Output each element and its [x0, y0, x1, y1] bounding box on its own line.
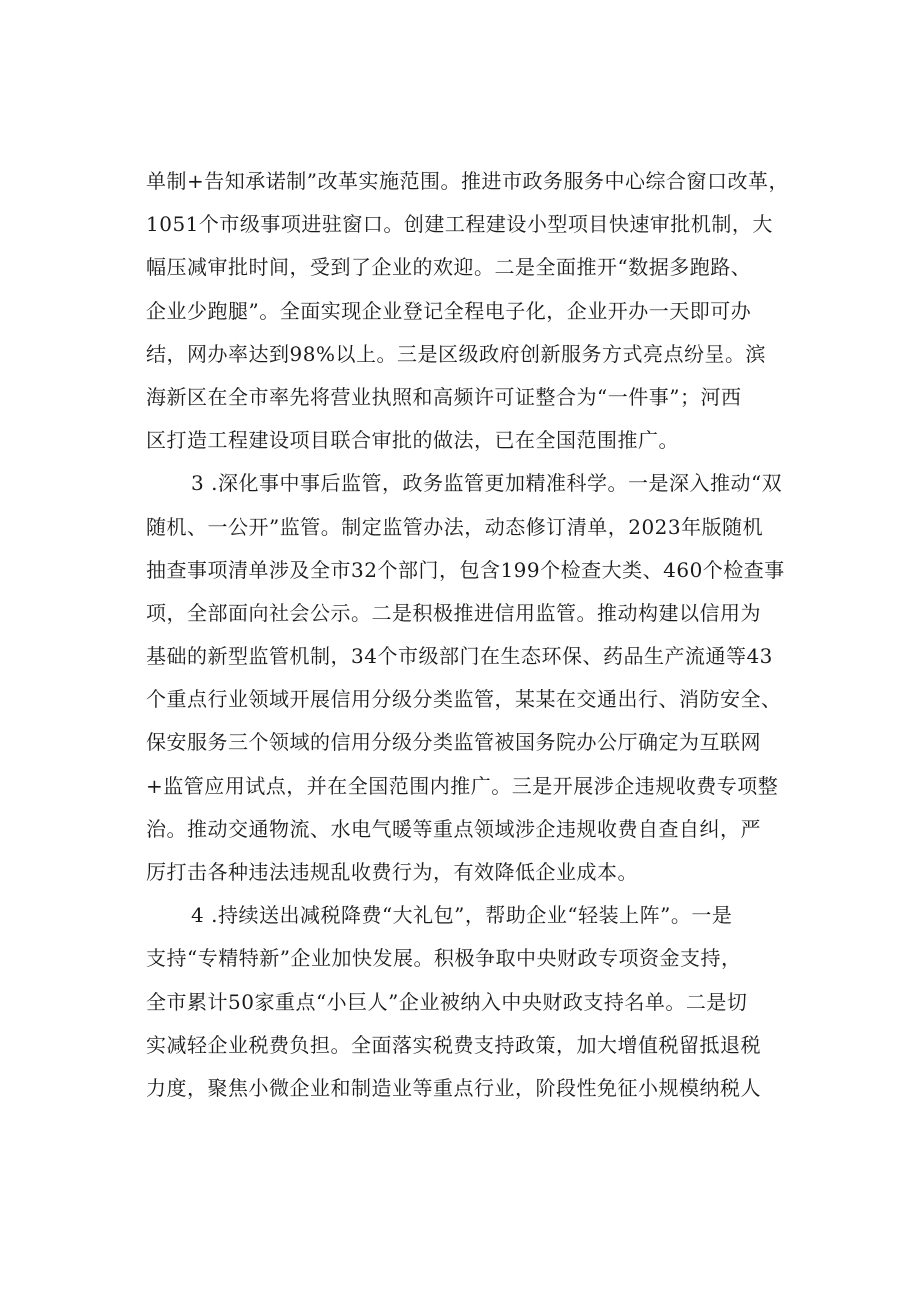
text-line: 全市累计50家重点“小巨人”企业被纳入中央财政支持名单。二是切	[146, 989, 748, 1014]
text-line: 区打造工程建设项目联合审批的做法，已在全国范围推广。	[146, 428, 679, 453]
text-line: 项，全部面向社会公示。二是积极推进信用监管。推动构建以信用为	[146, 600, 761, 625]
text-line: 治。推动交通物流、水电气暖等重点领域涉企违规收费自查自纠，严	[146, 816, 761, 841]
text-line: 单制+告知承诺制”改革实施范围。推进市政务服务中心综合窗口改革，	[146, 169, 789, 193]
text-line: +监管应用试点，并在全国范围内推广。三是开展涉企违规收费专项整	[146, 773, 779, 798]
text-line: 实减轻企业税费负担。全面落实税费支持政策，加大增值税留抵退税	[146, 1032, 761, 1057]
text-line: 企业少跑腿”。全面实现企业登记全程电子化，企业开办一天即可办	[146, 298, 752, 323]
text-line: 个重点行业领域开展信用分级分类监管，某某在交通出行、消防安全、	[146, 687, 782, 712]
text-line: 支持“专精特新”企业加快发展。积极争取中央财政专项资金支持，	[146, 946, 742, 971]
text-line: 1051个市级事项进驻窗口。创建工程建设小型项目快速审批机制，大	[146, 212, 773, 237]
text-line: 基础的新型监管机制，34个市级部门在生态环保、药品生产流通等43	[146, 644, 773, 669]
text-line: 海新区在全市率先将营业执照和高频许可证整合为“一件事”；河西	[146, 384, 742, 409]
section-heading-line: 3 .深化事中事后监管，政务监管更加精准科学。一是深入推动“双	[191, 471, 783, 496]
text-line: 结，网办率达到98%以上。三是区级政府创新服务方式亮点纷呈。滨	[146, 341, 766, 366]
text-line: 力度，聚焦小微企业和制造业等重点行业，阶段性免征小规模纳税人	[146, 1075, 761, 1100]
text-line: 幅压减审批时间，受到了企业的欢迎。二是全面推开“数据多跑路、	[146, 255, 752, 280]
section-heading-line: 4 .持续送出减税降费“大礼包”，帮助企业“轻装上阵”。一是	[191, 903, 733, 928]
text-line: 保安服务三个领域的信用分级分类监管被国务院办公厅确定为互联网	[146, 730, 761, 755]
text-line: 厉打击各种违法违规乱收费行为，有效降低企业成本。	[146, 860, 638, 884]
text-line: 随机、一公开”监管。制定监管办法，动态修订清单，2023年版随机	[146, 514, 764, 539]
text-line: 抽查事项清单涉及全市32个部门，包含199个检查大类、460个检查事	[146, 557, 785, 582]
body-text	[146, 160, 806, 1110]
